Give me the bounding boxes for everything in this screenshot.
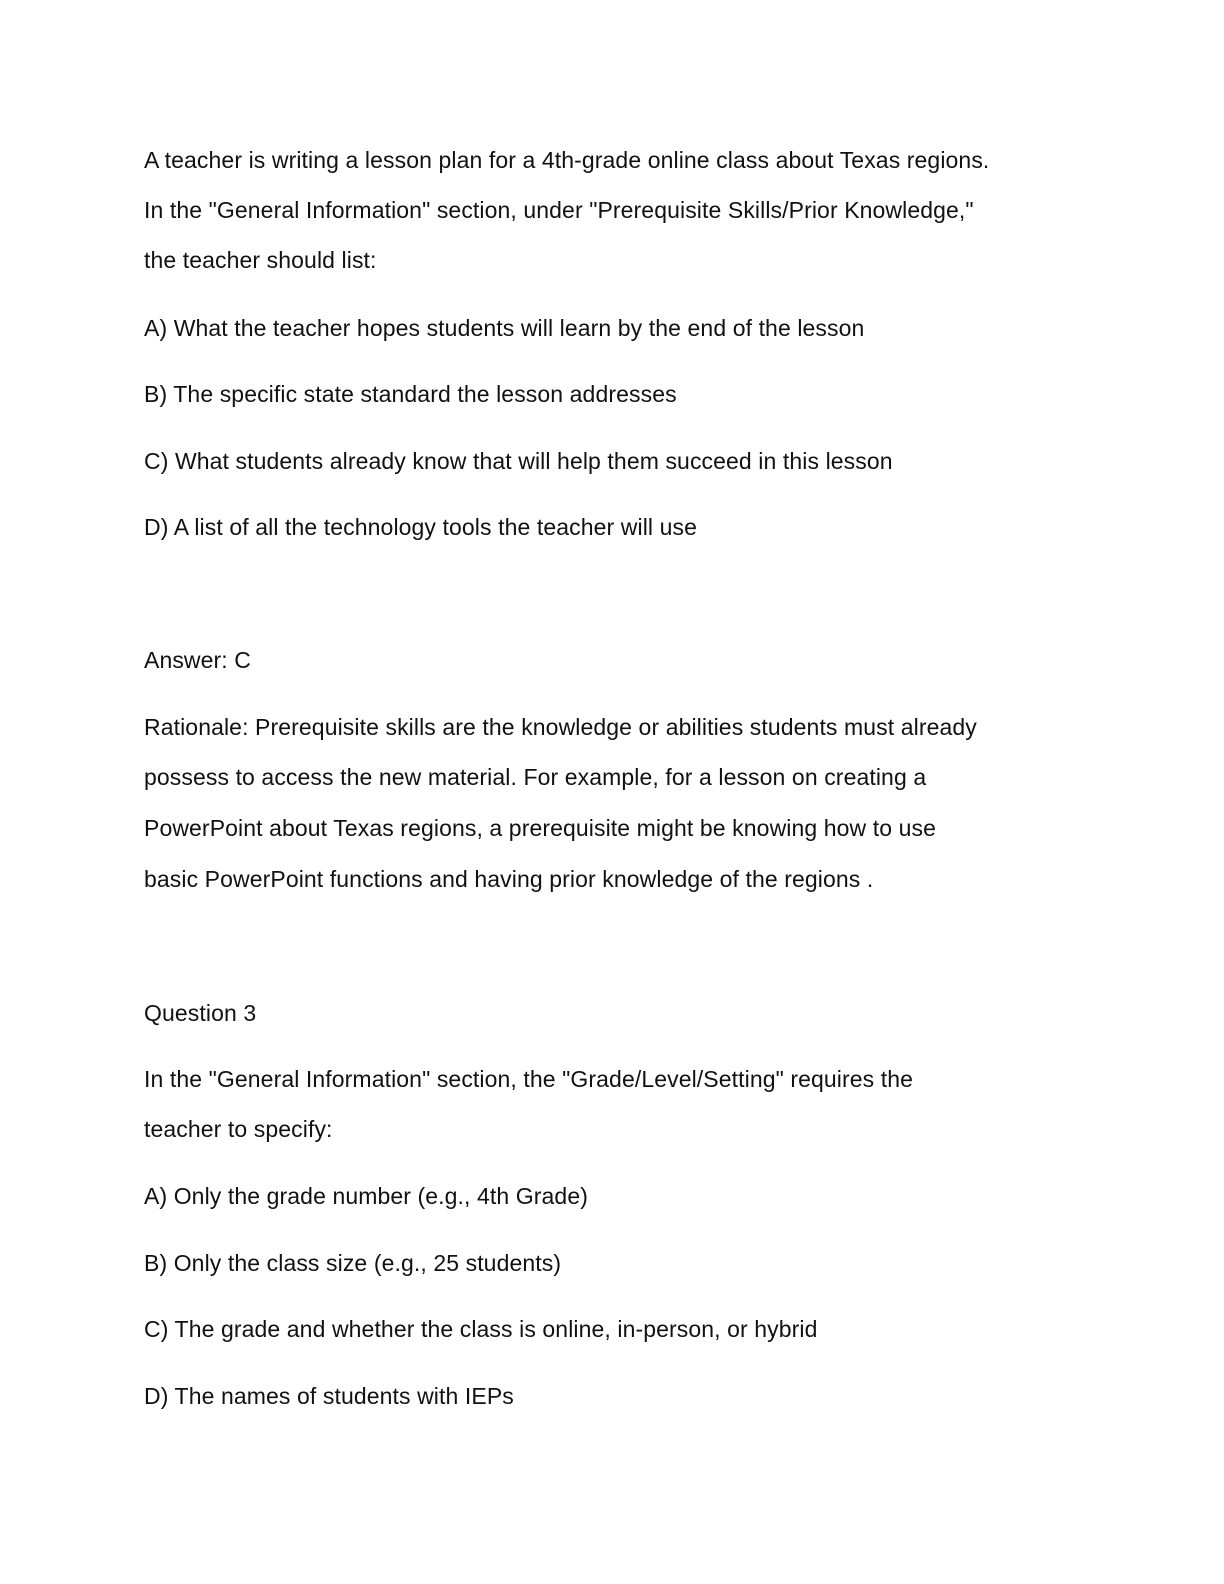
question-2-option-b: B) The specific state standard the lesson addresses (144, 381, 677, 407)
question-2-stem-line-3: the teacher should list: (144, 247, 377, 273)
question-3-option-b: B) Only the class size (e.g., 25 students) (144, 1250, 562, 1276)
question-2-rationale-line-3: PowerPoint about Texas regions, a prerequisite might be knowing how to use (144, 815, 936, 841)
question-2-stem-line-1: A teacher is writing a lesson plan for a 4th-grade online class about Texas regions. (144, 147, 990, 173)
question-2-rationale-line-4: basic PowerPoint functions and having prior knowledge of the regions . (144, 866, 874, 892)
question-2-rationale-line-2: possess to access the new material. For example, for a lesson on creating a (144, 764, 927, 790)
question-3-option-d: D) The names of students with IEPs (144, 1383, 514, 1409)
question-3-stem-line-1: In the "General Information" section, the "Grade/Level/Setting" requires the (144, 1066, 914, 1092)
question-3-stem-line-2: teacher to specify: (144, 1116, 333, 1142)
question-3-option-a: A) Only the grade number (e.g., 4th Grade) (144, 1183, 588, 1209)
question-2-option-d: D) A list of all the technology tools the teacher will use (144, 514, 697, 540)
question-2-rationale-line-1: Rationale: Prerequisite skills are the knowledge or abilities students must already (144, 714, 977, 740)
question-3-option-c: C) The grade and whether the class is online, in-person, or hybrid (144, 1316, 818, 1342)
question-2-option-a: A) What the teacher hopes students will learn by the end of the lesson (144, 315, 865, 341)
question-2-answer: Answer: C (144, 647, 251, 673)
question-3-heading: Question 3 (144, 1000, 257, 1026)
question-2-option-c: C) What students already know that will help them succeed in this lesson (144, 448, 893, 474)
question-2-stem-line-2: In the "General Information" section, under "Prerequisite Skills/Prior Knowledge," (144, 197, 974, 223)
